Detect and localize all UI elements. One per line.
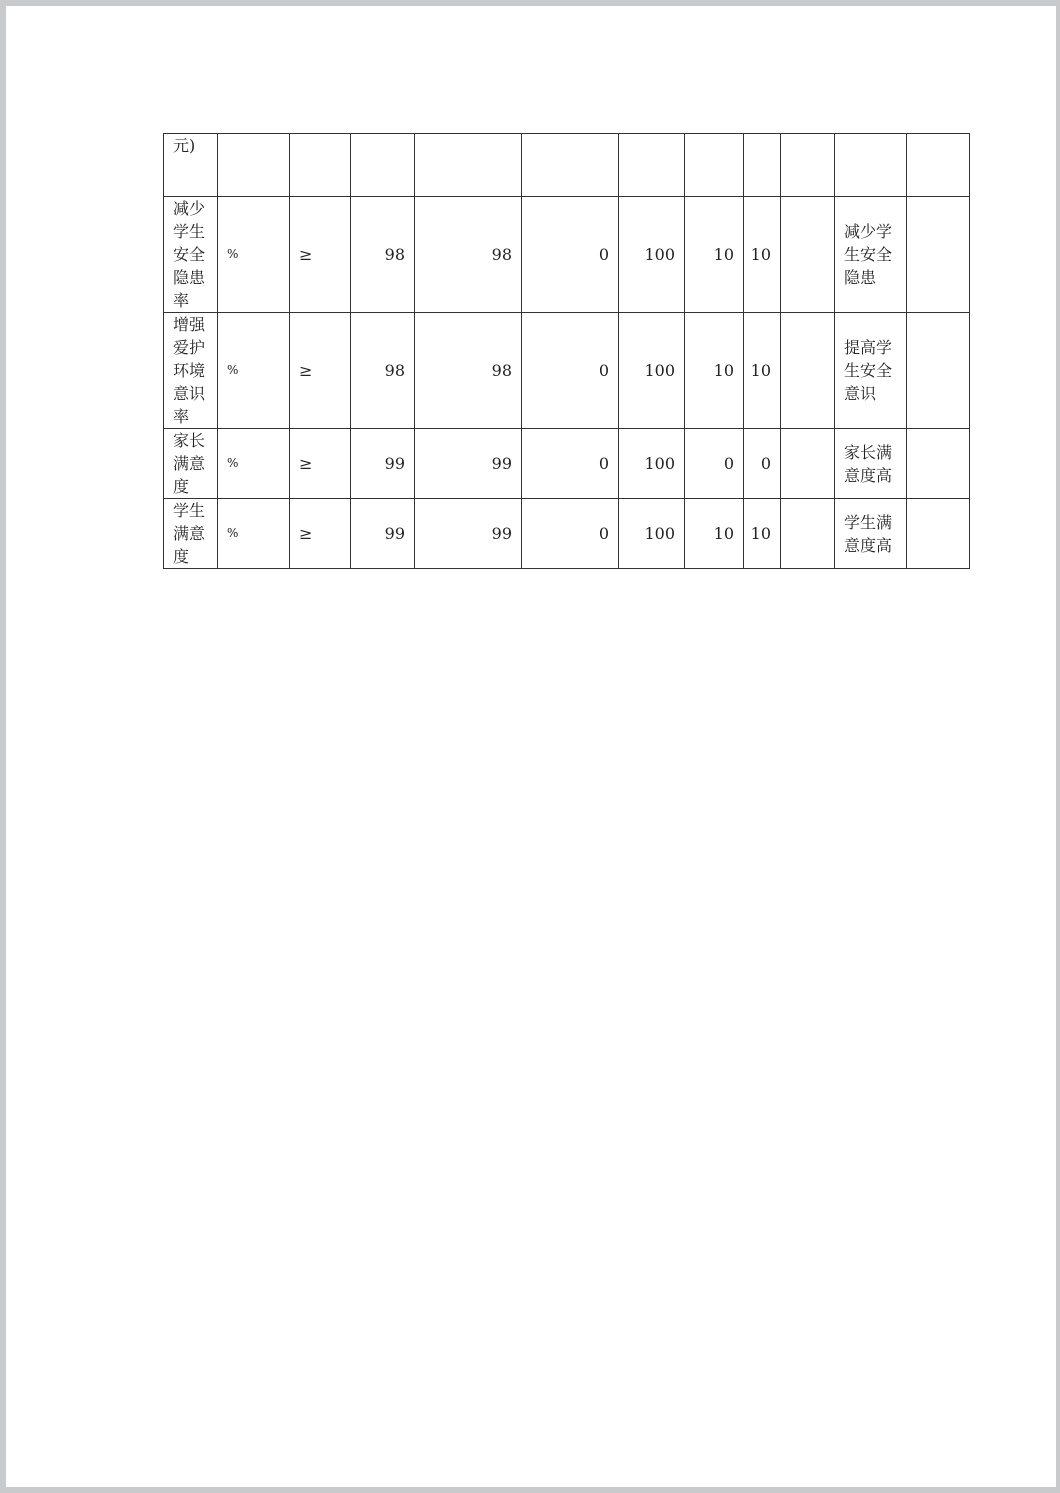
deviation-cell: 0 xyxy=(522,429,619,499)
unit-cell: % xyxy=(218,197,290,313)
annual-target-cell: 98 xyxy=(351,313,415,429)
document-page xyxy=(6,6,1056,1487)
annual-target-cell: 98 xyxy=(351,197,415,313)
remark-cell: 学生满意度高 xyxy=(835,499,907,569)
continuation-header-cell: 元) xyxy=(164,134,218,197)
remark-cell: 减少学生安全隐患 xyxy=(835,197,907,313)
completion-cell: 100 xyxy=(619,499,685,569)
indicator-cell: 学生满意度 xyxy=(164,499,218,569)
annual-target-cell: 99 xyxy=(351,499,415,569)
completion-cell: 100 xyxy=(619,313,685,429)
indicator-cell: 增强爱护环境意识率 xyxy=(164,313,218,429)
deviation-cell: 0 xyxy=(522,313,619,429)
table-row xyxy=(164,499,970,569)
table-row xyxy=(164,429,970,499)
table-row xyxy=(164,313,970,429)
unit-cell: % xyxy=(218,313,290,429)
performance-table xyxy=(163,133,970,569)
completion-cell: 100 xyxy=(619,429,685,499)
last-cell xyxy=(907,499,970,569)
score-cell: 10 xyxy=(744,499,781,569)
table-header-continuation-row xyxy=(164,134,970,197)
operator-cell: ≥ xyxy=(290,313,351,429)
deviation-cell: 0 xyxy=(522,197,619,313)
indicator-cell: 家长满意度 xyxy=(164,429,218,499)
unit-cell: % xyxy=(218,429,290,499)
score-cell: 10 xyxy=(744,313,781,429)
extra-cell xyxy=(781,197,835,313)
operator-cell: ≥ xyxy=(290,197,351,313)
remark-cell: 提高学生安全意识 xyxy=(835,313,907,429)
remark-cell: 家长满意度高 xyxy=(835,429,907,499)
weight-cell: 10 xyxy=(685,313,744,429)
annual-target-cell: 99 xyxy=(351,429,415,499)
score-cell: 10 xyxy=(744,197,781,313)
completion-cell: 100 xyxy=(619,197,685,313)
indicator-cell: 减少学生安全隐患率 xyxy=(164,197,218,313)
weight-cell: 10 xyxy=(685,499,744,569)
last-cell xyxy=(907,429,970,499)
weight-cell: 0 xyxy=(685,429,744,499)
table-row xyxy=(164,197,970,313)
actual-value-cell: 99 xyxy=(415,429,522,499)
last-cell xyxy=(907,197,970,313)
actual-value-cell: 99 xyxy=(415,499,522,569)
extra-cell xyxy=(781,313,835,429)
unit-cell: % xyxy=(218,499,290,569)
last-cell xyxy=(907,313,970,429)
operator-cell: ≥ xyxy=(290,499,351,569)
actual-value-cell: 98 xyxy=(415,197,522,313)
extra-cell xyxy=(781,429,835,499)
weight-cell: 10 xyxy=(685,197,744,313)
score-cell: 0 xyxy=(744,429,781,499)
deviation-cell: 0 xyxy=(522,499,619,569)
extra-cell xyxy=(781,499,835,569)
operator-cell: ≥ xyxy=(290,429,351,499)
actual-value-cell: 98 xyxy=(415,313,522,429)
